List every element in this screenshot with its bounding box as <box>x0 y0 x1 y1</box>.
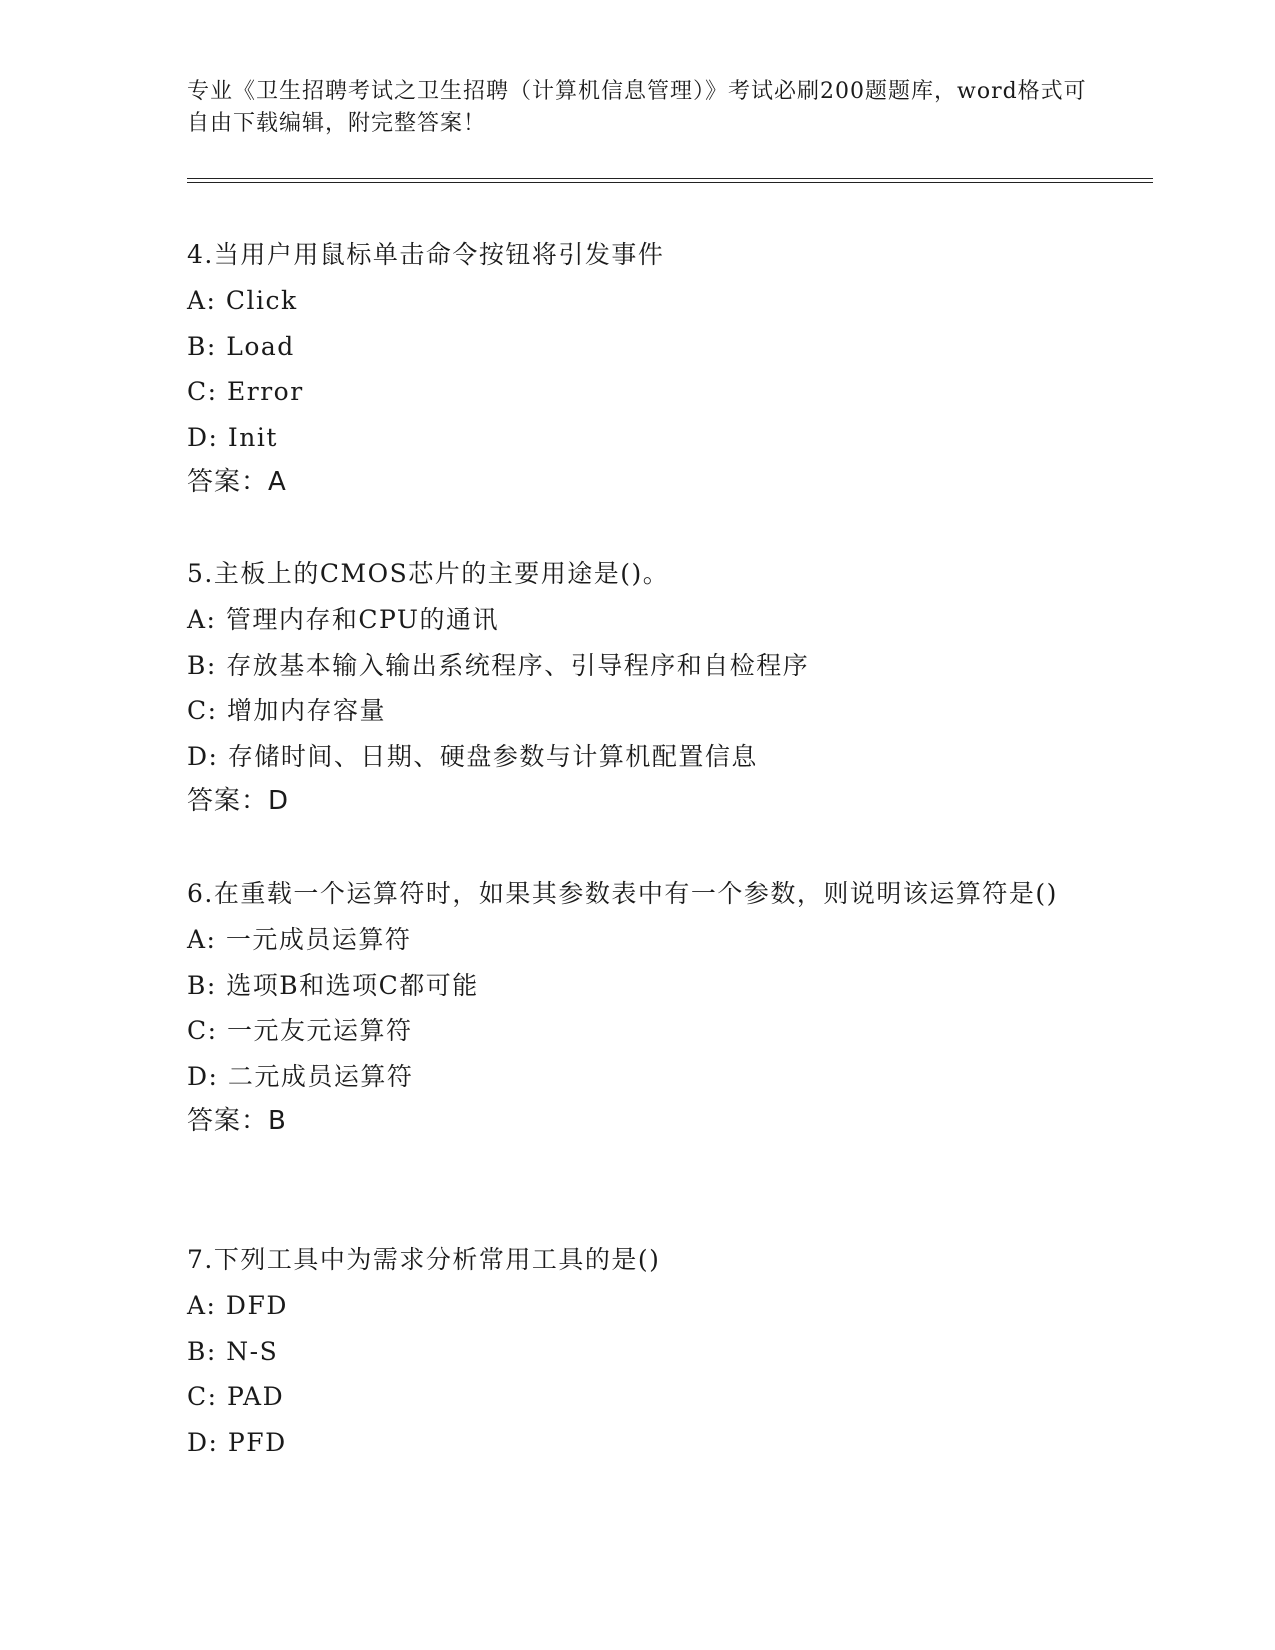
option-c: C: 一元友元运算符 <box>187 1016 413 1046</box>
question-title: 6.在重载一个运算符时，如果其参数表中有一个参数，则说明该运算符是() <box>187 879 1058 908</box>
answer: 答案：D <box>187 786 290 817</box>
question-5 <box>187 551 1087 823</box>
option-a: A: Click <box>187 286 298 315</box>
option-b: B: N-S <box>187 1336 279 1366</box>
header-divider-bottom <box>187 182 1153 183</box>
answer: 答案：A <box>187 467 287 498</box>
option-d: D: 二元成员运算符 <box>187 1061 414 1091</box>
option-c: C: PAD <box>187 1382 285 1412</box>
question-title: 4.当用户用鼠标单击命令按钮将引发事件 <box>187 240 665 269</box>
option-c: C: 增加内存容量 <box>187 696 386 726</box>
option-a: A: 管理内存和CPU的通讯 <box>187 605 500 634</box>
header-divider-top <box>187 178 1153 179</box>
question-title: 5.主板上的CMOS芯片的主要用途是()。 <box>187 559 670 588</box>
option-d: D: 存储时间、日期、硬盘参数与计算机配置信息 <box>187 741 758 771</box>
question-6 <box>187 871 1087 1143</box>
answer: 答案：B <box>187 1106 287 1137</box>
option-a: A: DFD <box>187 1291 288 1320</box>
option-d: D: PFD <box>187 1427 287 1457</box>
option-b: B: 存放基本输入输出系统程序、引导程序和自检程序 <box>187 650 810 680</box>
document-header: 专业《卫生招聘考试之卫生招聘（计算机信息管理）》考试必刷200题题库，word格式可自由下载编辑，附完整答案！ <box>187 79 1087 136</box>
option-c: C: Error <box>187 377 304 407</box>
option-d: D: Init <box>187 422 278 452</box>
question-title: 7.下列工具中为需求分析常用工具的是() <box>187 1245 661 1274</box>
option-a: A: 一元成员运算符 <box>187 925 412 954</box>
option-b: B: 选项B和选项C都可能 <box>187 970 479 1000</box>
question-4 <box>187 232 1087 504</box>
option-b: B: Load <box>187 331 295 361</box>
question-7 <box>187 1237 1087 1465</box>
